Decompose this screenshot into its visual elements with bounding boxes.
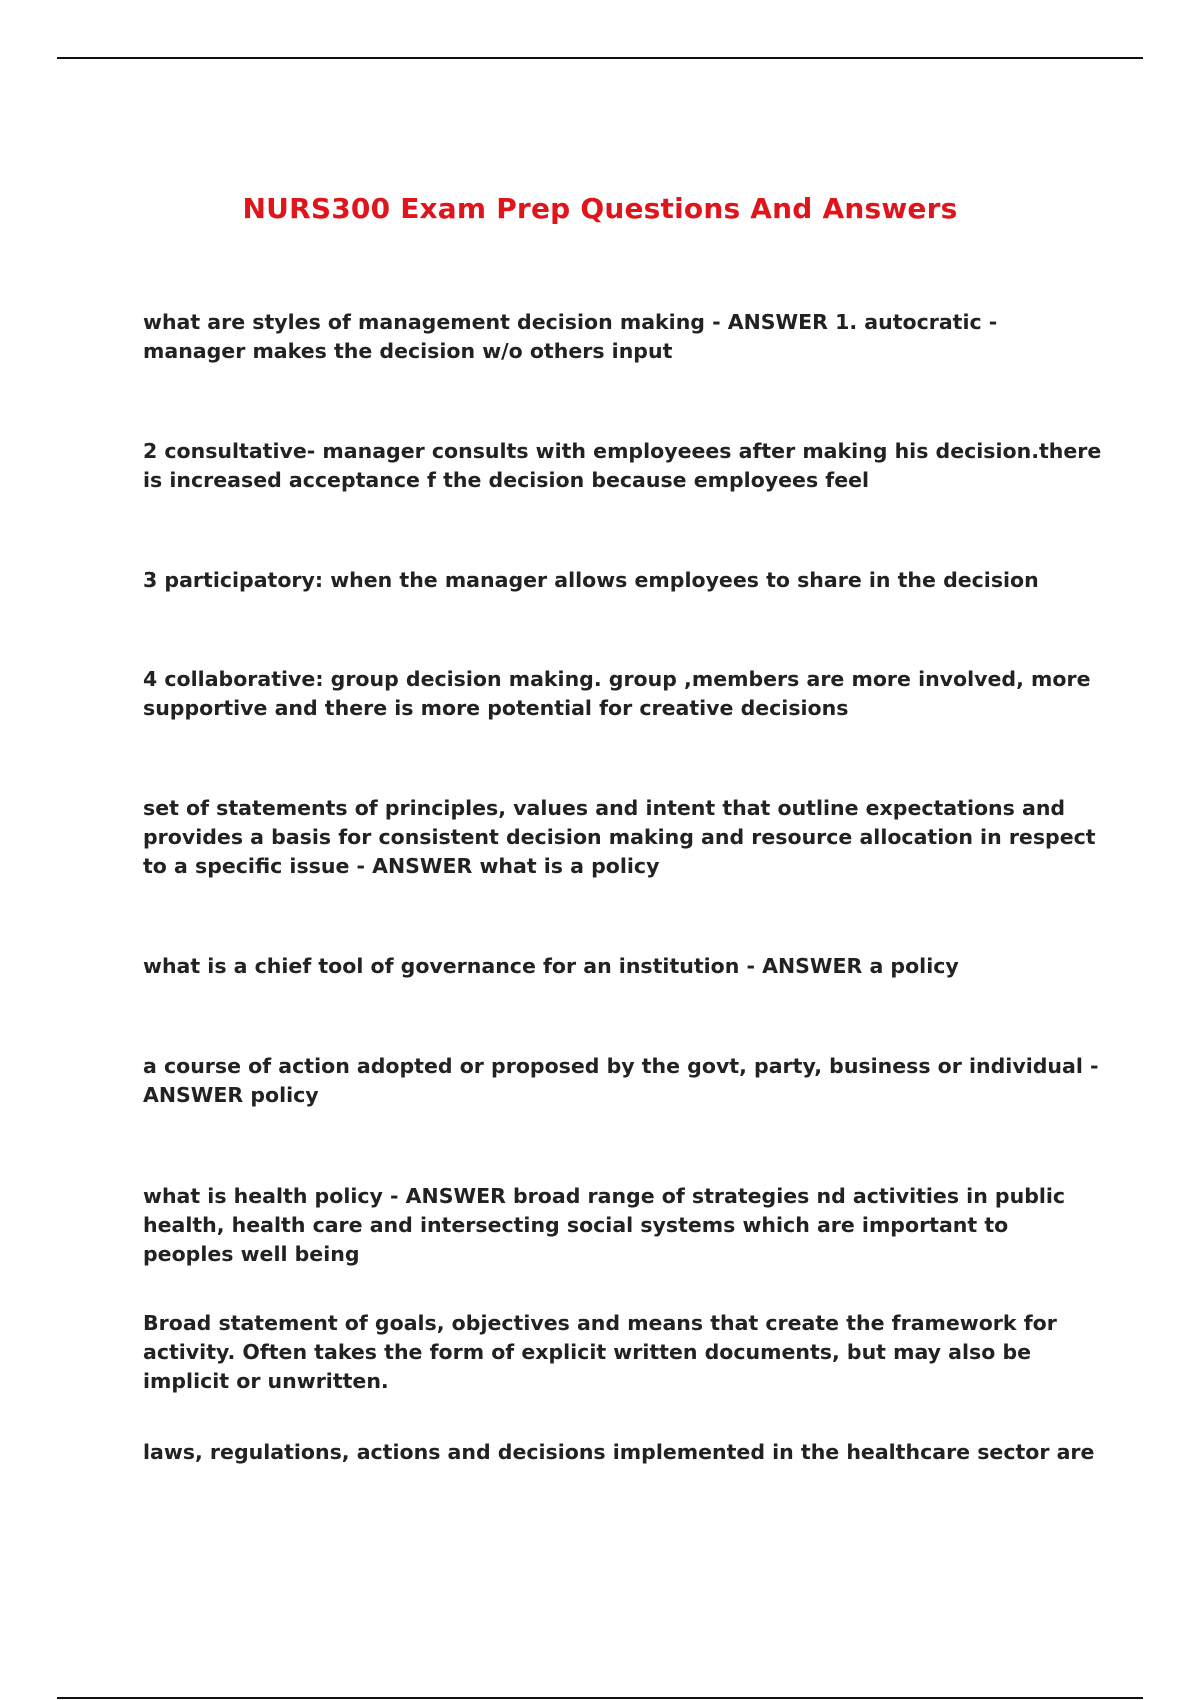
top-divider xyxy=(57,57,1143,59)
qa-paragraph: 2 consultative- manager consults with employeees after making his decision.there is increased acceptance f the decision because employees feel xyxy=(143,439,1102,492)
qa-paragraph: laws, regulations, actions and decisions implemented in the healthcare sector are xyxy=(143,1440,1095,1464)
qa-paragraph: what is health policy - ANSWER broad range of strategies nd activities in public health, health care and intersecting social systems which are important to peoples well being xyxy=(143,1184,1066,1266)
qa-paragraph: set of statements of principles, values and intent that outline expectations and provides a basis for consistent decision making and resource allocation in respect to a specific issue - ANSWER what is a policy xyxy=(143,796,1096,878)
qa-paragraph: 3 participatory: when the manager allows employees to share in the decision xyxy=(143,568,1039,592)
qa-paragraph: a course of action adopted or proposed by the govt, party, business or individual - ANSWER policy xyxy=(143,1054,1099,1107)
qa-paragraph: 4 collaborative: group decision making. group ,members are more involved, more supportive and there is more potential for creative decisions xyxy=(143,667,1091,720)
qa-paragraph: what are styles of management decision making - ANSWER 1. autocratic - manager makes the decision w/o others input xyxy=(143,310,998,363)
qa-paragraph: what is a chief tool of governance for an institution - ANSWER a policy xyxy=(143,954,959,978)
bottom-divider xyxy=(57,1697,1143,1699)
page-title: NURS300 Exam Prep Questions And Answers xyxy=(242,192,958,225)
qa-paragraph: Broad statement of goals, objectives and means that create the framework for activity. Often takes the form of explicit written documents, but may also be implicit or unwritten. xyxy=(143,1311,1057,1393)
